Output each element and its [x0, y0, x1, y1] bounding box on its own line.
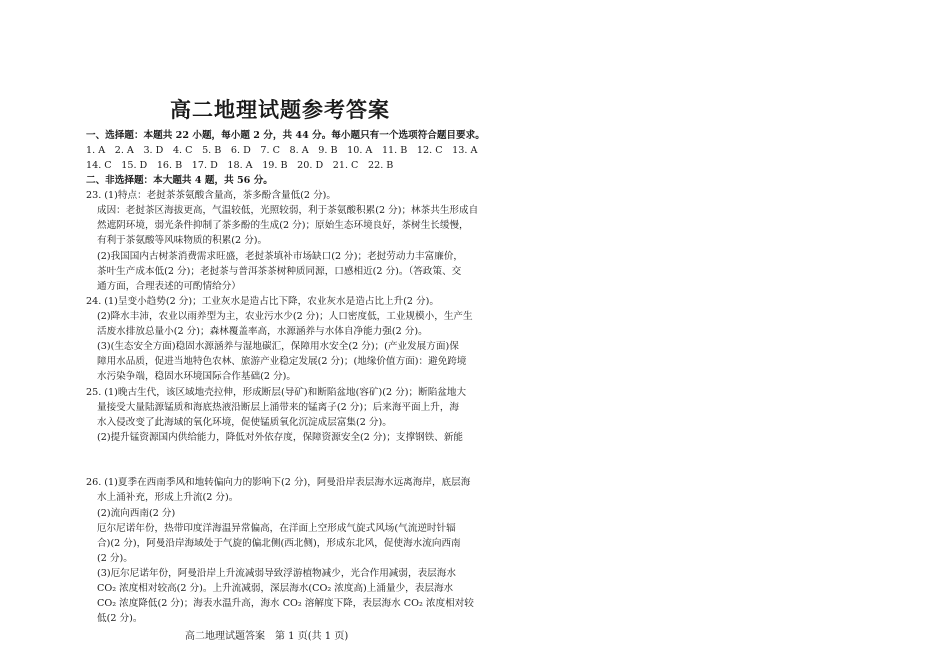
answer-line: 活废水排放总量小(2 分)；森林覆盖率高，水源涵养与水体自净能力强(2 分)。 [97, 326, 428, 337]
answer-line: 合)(2 分)，阿曼沿岸海域处于气旋的偏北侧(西北侧)，形成东北风，促使海水流向西南 [97, 538, 461, 549]
answer-line: (2 分)。 [97, 553, 133, 564]
choice-answers-row-2: 14. C 15. D 16. B 17. D 18. A 19. B 20. D 21. C 22. B [86, 160, 394, 171]
answer-line: 23. (1)特点：老挝茶茶氨酸含量高，茶多酚含量低(2 分)。 [86, 190, 337, 201]
section-heading-nonchoice: 二、非选择题：本大题共 4 题，共 56 分。 [86, 175, 273, 186]
answer-line: (3)厄尔尼诺年份，阿曼沿岸上升流减弱导致浮游植物减少，光合作用减弱，表层海水 [97, 568, 456, 579]
answer-line: (2)提升锰资源国内供给能力，降低对外依存度，保障资源安全(2 分)；支撑钢铁、新能 [97, 432, 464, 443]
answer-line: (2)流向西南(2 分) [97, 508, 176, 519]
answer-line: 茶叶生产成本低(2 分)；老挝茶与普洱茶茶树种质同源，口感相近(2 分)。（答政策、交 [97, 266, 462, 277]
answer-line: 26. (1)夏季在西南季风和地转偏向力的影响下(2 分)，阿曼沿岸表层海水远离海岸，底层海 [86, 477, 471, 488]
answer-line: 量接受大量陆源锰质和海底热液沿断层上涌带来的锰离子(2 分)；后来海平面上升，海 [97, 402, 460, 413]
page-title: 高二地理试题参考答案 [170, 97, 390, 122]
answer-line: 水上涌补充，形成上升流(2 分)。 [97, 492, 239, 503]
answer-line: 障用水品质，促进当地特色农林、旅游产业稳定发展(2 分)；(地缘价值方面)：避免跨境 [97, 356, 467, 367]
answer-line: (2)我国国内古树茶消费需求旺盛，老挝茶填补市场缺口(2 分)；老挝劳动力丰富廉价， [97, 251, 464, 262]
answer-line: 然遮阴环境，弱光条件抑制了茶多酚的生成(2 分)；原始生态环境良好，茶树生长缓慢， [97, 220, 469, 231]
page-footer: 高二地理试题答案 第 1 页(共 1 页) [185, 631, 349, 642]
answer-line: 通方面，合理表述的可酌情给分） [97, 281, 241, 292]
answer-line: 25. (1)晚古生代，该区域地壳拉伸，形成断层(导矿)和断陷盆地(容矿)(2 分)；断陷盆地大 [86, 387, 467, 398]
section-heading-choice: 一、选择题：本题共 22 小题，每小题 2 分，共 44 分。每小题只有一个选项符合题目要求。 [86, 130, 485, 141]
answer-line: 有利于茶氨酸等风味物质的积累(2 分)。 [97, 235, 268, 246]
answer-line: CO₂ 浓度相对较高(2 分)。上升流减弱，深层海水(CO₂ 浓度高)上涌量少，表层海水 [97, 583, 454, 594]
answer-line: 水污染争端，稳固水环境国际合作基础(2 分)。 [97, 371, 296, 382]
answer-line: CO₂ 浓度降低(2 分)；海表水温升高，海水 CO₂ 溶解度下降，表层海水 CO₂ 浓度相对较 [97, 598, 474, 609]
answer-line: 成因：老挝茶区海拔更高，气温较低，光照较弱，利于茶氨酸积累(2 分)；林茶共生形成自 [97, 205, 479, 216]
choice-answers-row-1: 1. A 2. A 3. D 4. C 5. B 6. D 7. C 8. A 9. B 10. A 11. B 12. C 13. A [86, 145, 478, 156]
answer-line: 水入侵改变了此海域的氧化环境，促使锰质氧化沉淀成层富集(2 分)。 [97, 417, 392, 428]
answer-line: 厄尔尼诺年份，热带印度洋海温异常偏高，在洋面上空形成气旋式风场(气流逆时针辐 [97, 523, 456, 534]
answer-line: (3)(生态安全方面)稳固水源涵养与湿地碳汇，保障用水安全(2 分)；(产业发展方面)保 [97, 341, 459, 352]
answer-line: 24. (1)呈变小趋势(2 分)；工业灰水是造占比下降，农业灰水是造占比上升(2 分)。 [86, 296, 439, 307]
answer-line: 低(2 分)。 [97, 613, 143, 624]
answer-line: (2)降水丰沛，农业以雨养型为主，农业污水少(2 分)；人口密度低，工业规模小，生产生 [97, 311, 473, 322]
